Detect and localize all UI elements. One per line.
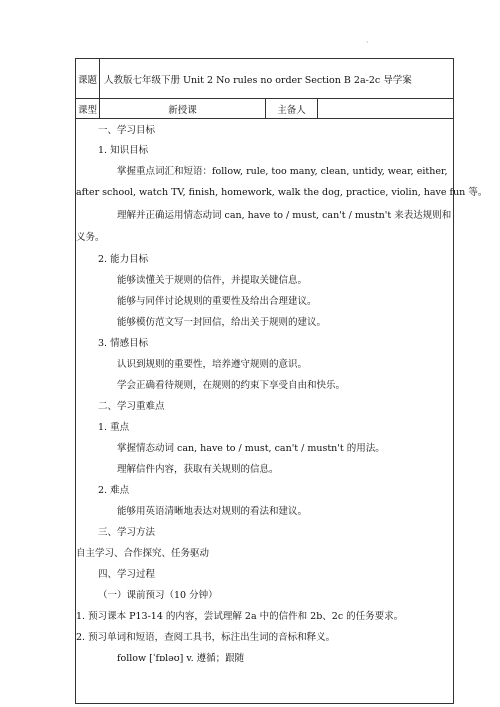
content-body	[76, 119, 488, 704]
section-heading-key-points: 二、学习重难点	[98, 401, 165, 412]
subheading-ability: 2. 能力目标	[98, 254, 149, 265]
section-heading-objectives: 一、学习目标	[98, 125, 156, 136]
content-row	[76, 119, 454, 704]
vocab-entry: follow [ˈfɒləʊ] v. 遵循；跟随	[117, 653, 245, 664]
text-line: 自主学习、合作探究、任务驱动	[76, 548, 210, 559]
topic-row	[76, 59, 454, 99]
text-line: 2. 预习单词和短语，查阅工具书，标注出生词的音标和释义。	[76, 632, 336, 643]
subheading-focus: 1. 重点	[98, 422, 130, 433]
section-heading-methods: 三、学习方法	[98, 527, 156, 538]
text-line: 认识到规则的重要性，培养遵守规则的意识。	[117, 359, 308, 370]
text-line: 能够用英语清晰地表达对规则的看法和建议。	[117, 506, 308, 517]
type-label: 课型	[76, 99, 100, 119]
subheading-knowledge: 1. 知识目标	[98, 145, 149, 156]
topic-label: 课题	[76, 59, 100, 99]
text-line: 掌握重点词汇和短语：follow, rule, too many, clean, untidy, wear, either,	[117, 166, 448, 177]
preparer-label: 主备人	[266, 99, 318, 119]
section-heading-process: 四、学习过程	[98, 569, 156, 580]
text-line: 掌握情态动词 can, have to / must, can't / mustn't 的用法。	[117, 443, 385, 454]
preparer-value	[318, 99, 454, 119]
text-line: 学会正确看待规则，在规则的约束下享受自由和快乐。	[117, 380, 346, 391]
type-row	[76, 99, 454, 119]
topic-value: 人教版七年级下册 Unit 2 No rules no order Section B 2a-2c 导学案	[100, 59, 454, 99]
text-line: 能够读懂关于规则的信件，并提取关键信息。	[117, 275, 308, 286]
text-line: 能够模仿范文写一封回信，给出关于规则的建议。	[117, 317, 327, 328]
subheading-emotion: 3. 情感目标	[98, 338, 149, 349]
text-line: after school, watch TV, finish, homework, walk the dog, practice, violin, have fun 等。	[76, 187, 488, 198]
lesson-plan-table	[75, 58, 488, 704]
type-value: 新授课	[100, 99, 266, 119]
text-line: 理解并正确运用情态动词 can, have to / must, can't / mustn't 来表达规则和	[117, 210, 452, 221]
text-line: 理解信件内容，获取有关规则的信息。	[117, 464, 279, 475]
text-line: 义务。	[76, 232, 105, 243]
text-line: 能够与同伴讨论规则的重要性及给出合理建议。	[117, 296, 317, 307]
subheading-preview: （一）课前预习（10 分钟）	[98, 590, 218, 601]
text-line: 1. 预习课本 P13-14 的内容，尝试理解 2a 中的信件和 2b、2c 的任务要求。	[76, 611, 404, 622]
corner-mark: ·	[366, 38, 369, 47]
subheading-difficulty: 2. 难点	[98, 485, 130, 496]
